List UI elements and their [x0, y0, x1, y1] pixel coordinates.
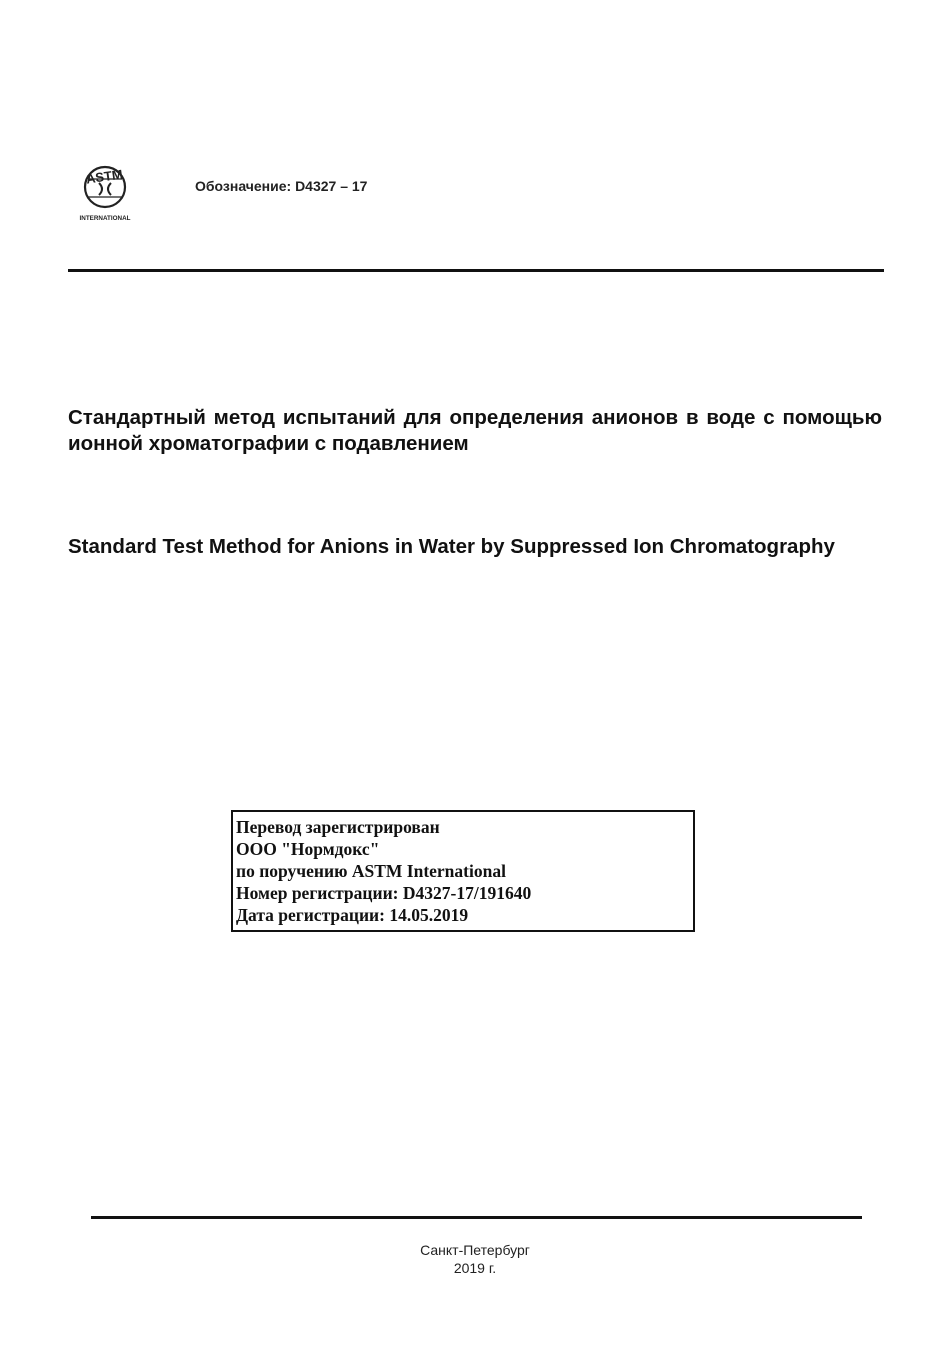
registration-line: Дата регистрации: 14.05.2019: [236, 905, 469, 925]
registration-line: по поручению ASTM International: [236, 861, 506, 881]
header-divider: [68, 269, 884, 272]
footer-divider: [91, 1216, 862, 1219]
footer-year: 2019 г.: [453, 1260, 497, 1276]
title-russian: Стандартный метод испытаний для определения анионов в воде с помощью ионной хроматографии с подавлением: [68, 406, 882, 455]
svg-text:ASTM: ASTM: [85, 166, 124, 187]
astm-logo-icon: [78, 163, 132, 223]
footer: [0, 1241, 950, 1277]
registration-line: Номер регистрации: D4327-17/191640: [236, 883, 532, 903]
registration-line: ООО "Нормдокс": [236, 839, 380, 859]
title-english: Standard Test Method for Anions in Water by Suppressed Ion Chromatography: [68, 535, 835, 558]
registration-line: Перевод зарегистрирован: [236, 817, 440, 837]
registration-box: [231, 810, 695, 932]
document-designation: Обозначение: D4327 – 17: [195, 178, 368, 194]
footer-city: Санкт-Петербург: [420, 1242, 530, 1258]
svg-text:INTERNATIONAL: INTERNATIONAL: [79, 215, 131, 222]
